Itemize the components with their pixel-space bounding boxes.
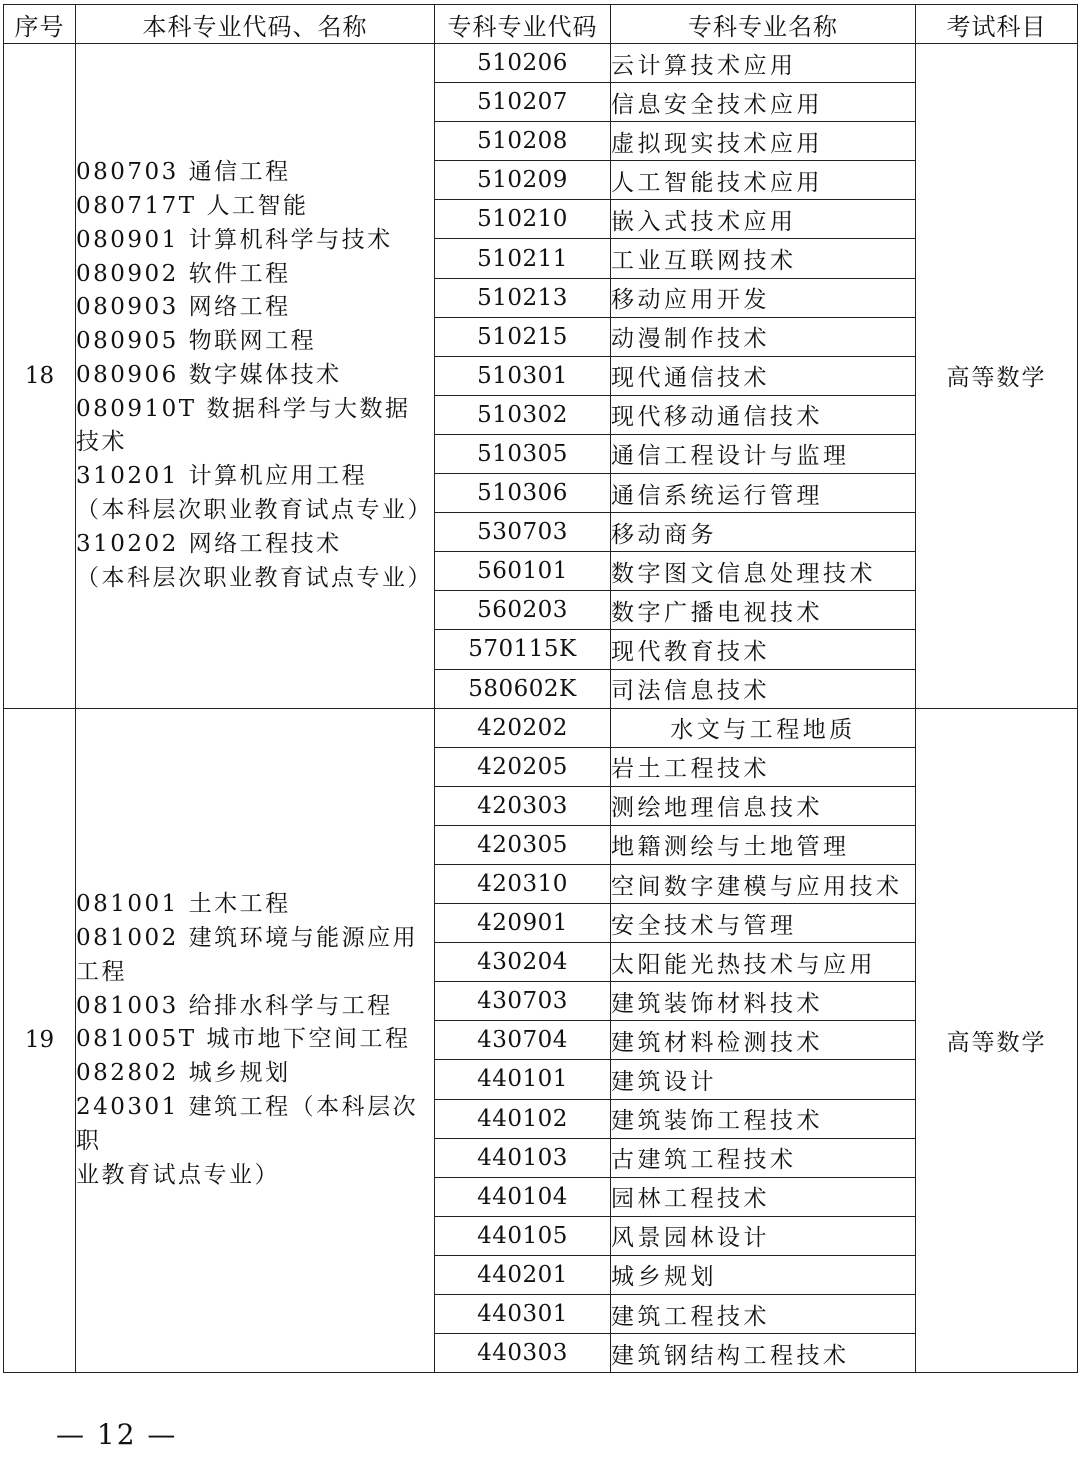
- junior-major-code: 560101: [435, 552, 611, 591]
- junior-major-name: 建筑工程技术: [611, 1295, 916, 1334]
- junior-major-name: 现代教育技术: [611, 630, 916, 669]
- junior-major-name: 测绘地理信息技术: [611, 786, 916, 825]
- junior-major-name: 信息安全技术应用: [611, 83, 916, 122]
- table-body: [4, 44, 1078, 1373]
- junior-major-name: 风景园林设计: [611, 1216, 916, 1255]
- junior-major-code: 510209: [435, 161, 611, 200]
- junior-major-code: 420303: [435, 786, 611, 825]
- junior-major-code: 430703: [435, 982, 611, 1021]
- junior-major-code: 510208: [435, 122, 611, 161]
- junior-major-code: 560203: [435, 591, 611, 630]
- junior-major-name: 通信系统运行管理: [611, 474, 916, 513]
- junior-major-code: 440102: [435, 1099, 611, 1138]
- bachelor-majors-cell: 080703 通信工程 080717T 人工智能 080901 计算机科学与技术 080902 软件工程 080903 网络工程 080905 物联网工程 080906 数字媒体技术 080910T 数据科学与大数据技术 310201 计算机应用工程 （本科层次职业教育试点专业） 310202 网络工程技术 （本科层次职业教育试点专业）: [76, 44, 435, 709]
- junior-major-name: 嵌入式技术应用: [611, 200, 916, 239]
- junior-major-code: 570115K: [435, 630, 611, 669]
- junior-major-name: 地籍测绘与土地管理: [611, 825, 916, 864]
- junior-major-code: 420305: [435, 825, 611, 864]
- seq-cell: 18: [4, 44, 76, 709]
- junior-major-code: 420205: [435, 747, 611, 786]
- junior-major-name: 动漫制作技术: [611, 317, 916, 356]
- junior-major-name: 城乡规划: [611, 1255, 916, 1294]
- junior-major-code: 510302: [435, 395, 611, 434]
- junior-major-name: 移动应用开发: [611, 278, 916, 317]
- page-number: — 12 —: [56, 1418, 178, 1451]
- junior-major-code: 430704: [435, 1021, 611, 1060]
- junior-major-code: 510306: [435, 474, 611, 513]
- junior-major-code: 440303: [435, 1334, 611, 1373]
- junior-major-code: 510301: [435, 356, 611, 395]
- junior-major-code: 510213: [435, 278, 611, 317]
- junior-major-name: 司法信息技术: [611, 669, 916, 708]
- header-seq: 序号: [4, 5, 76, 44]
- junior-major-name: 建筑装饰工程技术: [611, 1099, 916, 1138]
- junior-major-name: 空间数字建模与应用技术: [611, 864, 916, 903]
- junior-major-code: 440103: [435, 1138, 611, 1177]
- header-subject: 考试科目: [916, 5, 1078, 44]
- junior-major-code: 430204: [435, 943, 611, 982]
- junior-major-code: 440201: [435, 1255, 611, 1294]
- junior-major-name: 建筑设计: [611, 1060, 916, 1099]
- bachelor-majors-cell: 081001 土木工程 081002 建筑环境与能源应用 工程 081003 给排水科学与工程 081005T 城市地下空间工程 082802 城乡规划 240301 建筑工程（本科层次职 业教育试点专业）: [76, 708, 435, 1373]
- table-row: [4, 44, 1078, 83]
- junior-major-name: 工业互联网技术: [611, 239, 916, 278]
- junior-major-code: 510210: [435, 200, 611, 239]
- junior-major-name: 虚拟现实技术应用: [611, 122, 916, 161]
- header-bachelor: 本科专业代码、名称: [76, 5, 435, 44]
- junior-major-code: 420310: [435, 864, 611, 903]
- junior-major-name: 建筑钢结构工程技术: [611, 1334, 916, 1373]
- junior-major-name: 移动商务: [611, 513, 916, 552]
- junior-major-code: 510207: [435, 83, 611, 122]
- junior-major-code: 510215: [435, 317, 611, 356]
- table-row: [4, 708, 1078, 747]
- junior-major-name: 现代通信技术: [611, 356, 916, 395]
- junior-major-name: 水文与工程地质: [611, 708, 916, 747]
- junior-major-code: 440301: [435, 1295, 611, 1334]
- junior-major-code: 440105: [435, 1216, 611, 1255]
- header-row: [4, 5, 1078, 44]
- junior-major-code: 580602K: [435, 669, 611, 708]
- exam-subject-cell: 高等数学: [916, 708, 1078, 1373]
- header-name: 专科专业名称: [611, 5, 916, 44]
- junior-major-code: 510305: [435, 434, 611, 473]
- junior-major-code: 420202: [435, 708, 611, 747]
- junior-major-code: 530703: [435, 513, 611, 552]
- exam-subject-cell: 高等数学: [916, 44, 1078, 709]
- junior-major-name: 现代移动通信技术: [611, 395, 916, 434]
- junior-major-name: 园林工程技术: [611, 1177, 916, 1216]
- junior-major-name: 建筑装饰材料技术: [611, 982, 916, 1021]
- seq-cell: 19: [4, 708, 76, 1373]
- junior-major-name: 通信工程设计与监理: [611, 434, 916, 473]
- junior-major-code: 510211: [435, 239, 611, 278]
- junior-major-name: 数字广播电视技术: [611, 591, 916, 630]
- junior-major-name: 建筑材料检测技术: [611, 1021, 916, 1060]
- junior-major-name: 古建筑工程技术: [611, 1138, 916, 1177]
- junior-major-code: 420901: [435, 904, 611, 943]
- junior-major-name: 云计算技术应用: [611, 44, 916, 83]
- junior-major-name: 岩土工程技术: [611, 747, 916, 786]
- junior-major-name: 数字图文信息处理技术: [611, 552, 916, 591]
- junior-major-code: 510206: [435, 44, 611, 83]
- junior-major-code: 440104: [435, 1177, 611, 1216]
- junior-major-code: 440101: [435, 1060, 611, 1099]
- junior-major-name: 人工智能技术应用: [611, 161, 916, 200]
- majors-table: [3, 4, 1078, 1373]
- junior-major-name: 太阳能光热技术与应用: [611, 943, 916, 982]
- header-code: 专科专业代码: [435, 5, 611, 44]
- junior-major-name: 安全技术与管理: [611, 904, 916, 943]
